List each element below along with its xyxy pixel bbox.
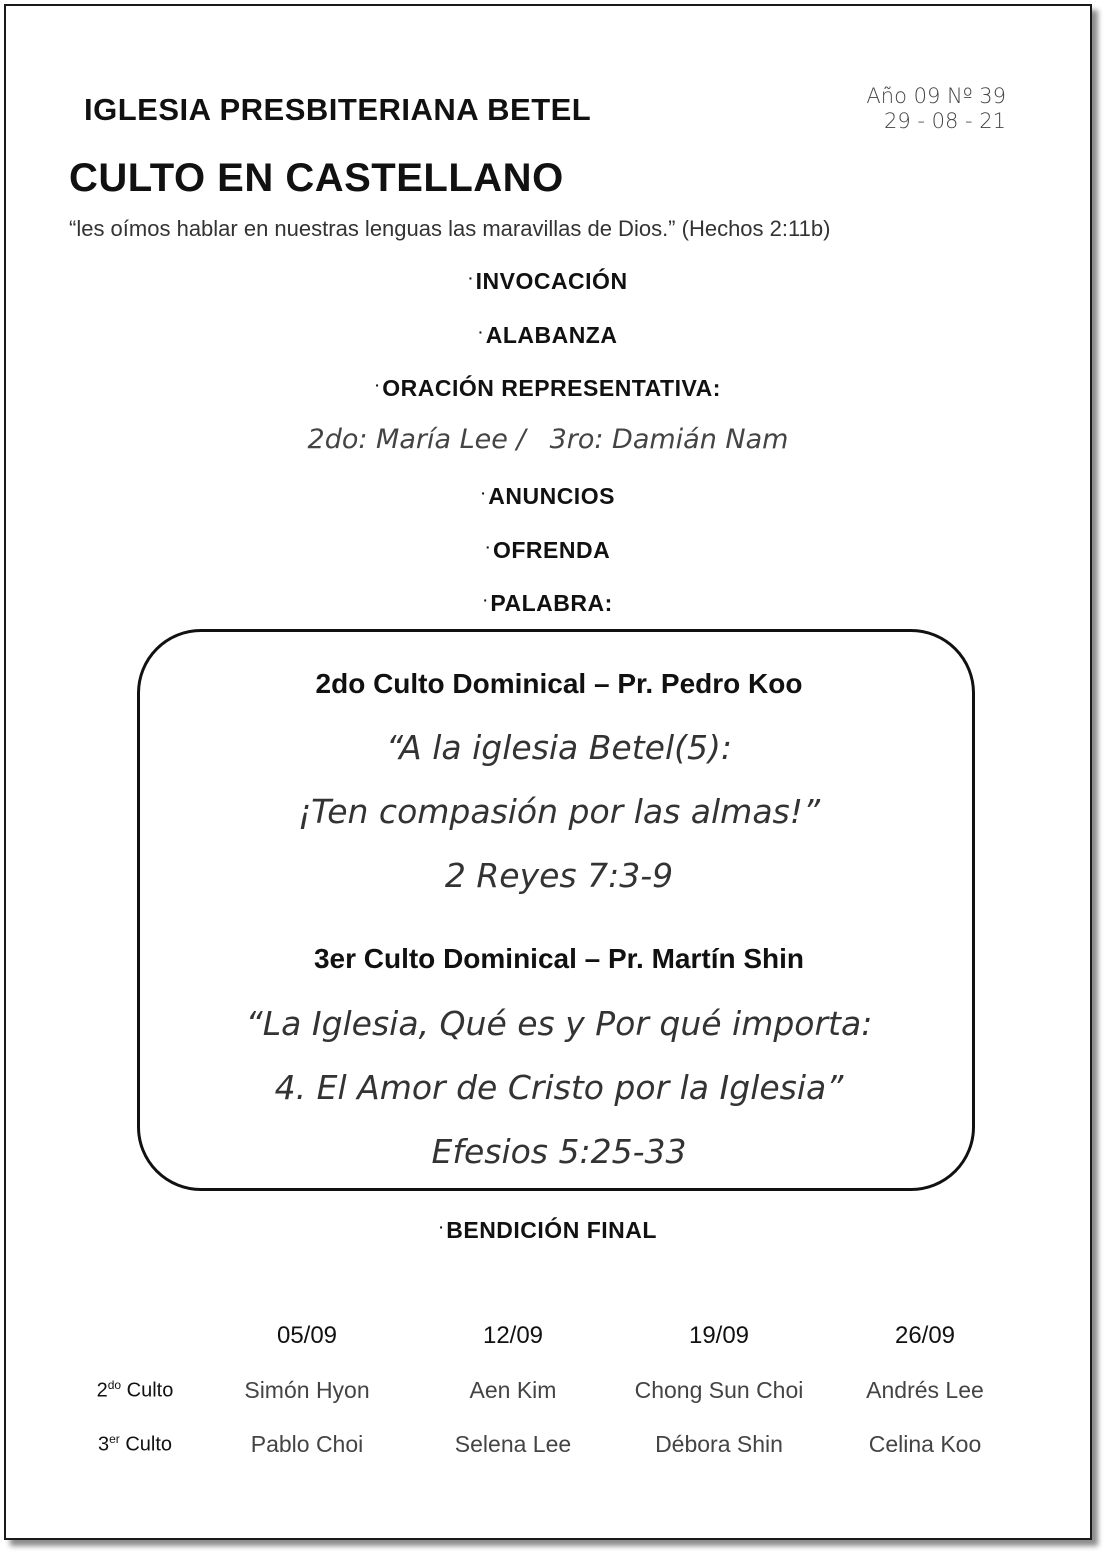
order-ofrenda: ·OFRENDA: [485, 537, 611, 563]
order-oracion: ·ORACIÓN REPRESENTATIVA:: [375, 375, 721, 401]
bullet: ·: [439, 1219, 445, 1235]
schedule-cell: Selena Lee: [454, 1430, 572, 1457]
schedule-cell: Chong Sun Choi: [634, 1376, 804, 1403]
issue-info: [866, 84, 1006, 134]
issue-number: Año 09 Nº 39: [866, 84, 1006, 108]
bullet: ·: [478, 324, 484, 340]
bullet: ·: [481, 485, 487, 501]
order-invocacion: ·INVOCACIÓN: [468, 268, 628, 294]
issue-date: 29 - 08 - 21: [883, 109, 1006, 133]
prayer-2do: 2do: María Lee /: [307, 424, 526, 455]
schedule-cell: Andrés Lee: [866, 1376, 984, 1403]
row-label-2do: $2^{do}$ Culto: [96, 1377, 174, 1402]
bullet: ·: [468, 270, 474, 286]
bullet: ·: [483, 592, 489, 608]
schedule-date: 05/09: [276, 1322, 338, 1349]
sermon-reference: 2 Reyes 7:3-9: [444, 856, 674, 895]
theme-verse: “les oímos hablar en nuestras lenguas las maravillas de Dios.” (Hechos 2:11b): [69, 216, 831, 241]
order-bendicion: ·BENDICIÓN FINAL: [439, 1217, 657, 1243]
schedule-cell: Aen Kim: [469, 1376, 557, 1403]
church-name: IGLESIA PRESBITERIANA BETEL: [84, 92, 592, 127]
sermon-heading-3er: 3er Culto Dominical – Pr. Martín Shin: [313, 943, 805, 974]
order-anuncios: ·ANUNCIOS: [481, 483, 615, 509]
table-row: [66, 1363, 1028, 1417]
table-row: [66, 1309, 1028, 1363]
prayer-3ro: 3ro: Damián Nam: [549, 424, 789, 455]
row-label-3er: 3er Culto: [97, 1431, 173, 1456]
sermon-title-line2: 4. El Amor de Cristo por la Iglesia”: [274, 1068, 844, 1107]
sermon-title-line1: “A la iglesia Betel(5):: [385, 728, 732, 767]
sermon-title-line2: ¡Ten compasión por las almas!”: [297, 792, 821, 831]
schedule-cell: Simón Hyon: [244, 1376, 370, 1403]
order-palabra: ·PALABRA:: [483, 590, 613, 616]
service-title: CULTO EN CASTELLANO: [69, 156, 564, 200]
bullet: ·: [485, 539, 491, 555]
prayer-names: [6, 424, 1090, 455]
schedule-cell: Débora Shin: [655, 1430, 783, 1457]
sermon-reference: Efesios 5:25-33: [431, 1132, 687, 1171]
sermon-title-line1: “La Iglesia, Qué es y Por qué importa:: [245, 1004, 873, 1043]
schedule-date: 12/09: [482, 1322, 544, 1349]
prayer-schedule-table: [66, 1309, 1028, 1471]
bullet: ·: [375, 377, 381, 393]
bulletin-page: [4, 4, 1092, 1540]
sermon-heading-2do: 2do Culto Dominical – Pr. Pedro Koo: [315, 668, 803, 699]
order-alabanza: ·ALABANZA: [478, 322, 618, 348]
schedule-date: 26/09: [894, 1322, 956, 1349]
schedule-date: 19/09: [688, 1322, 750, 1349]
schedule-cell: Pablo Choi: [250, 1430, 364, 1457]
schedule-cell: Celina Koo: [868, 1430, 982, 1457]
table-row: [66, 1417, 1028, 1471]
sermon-box: [137, 629, 975, 1191]
